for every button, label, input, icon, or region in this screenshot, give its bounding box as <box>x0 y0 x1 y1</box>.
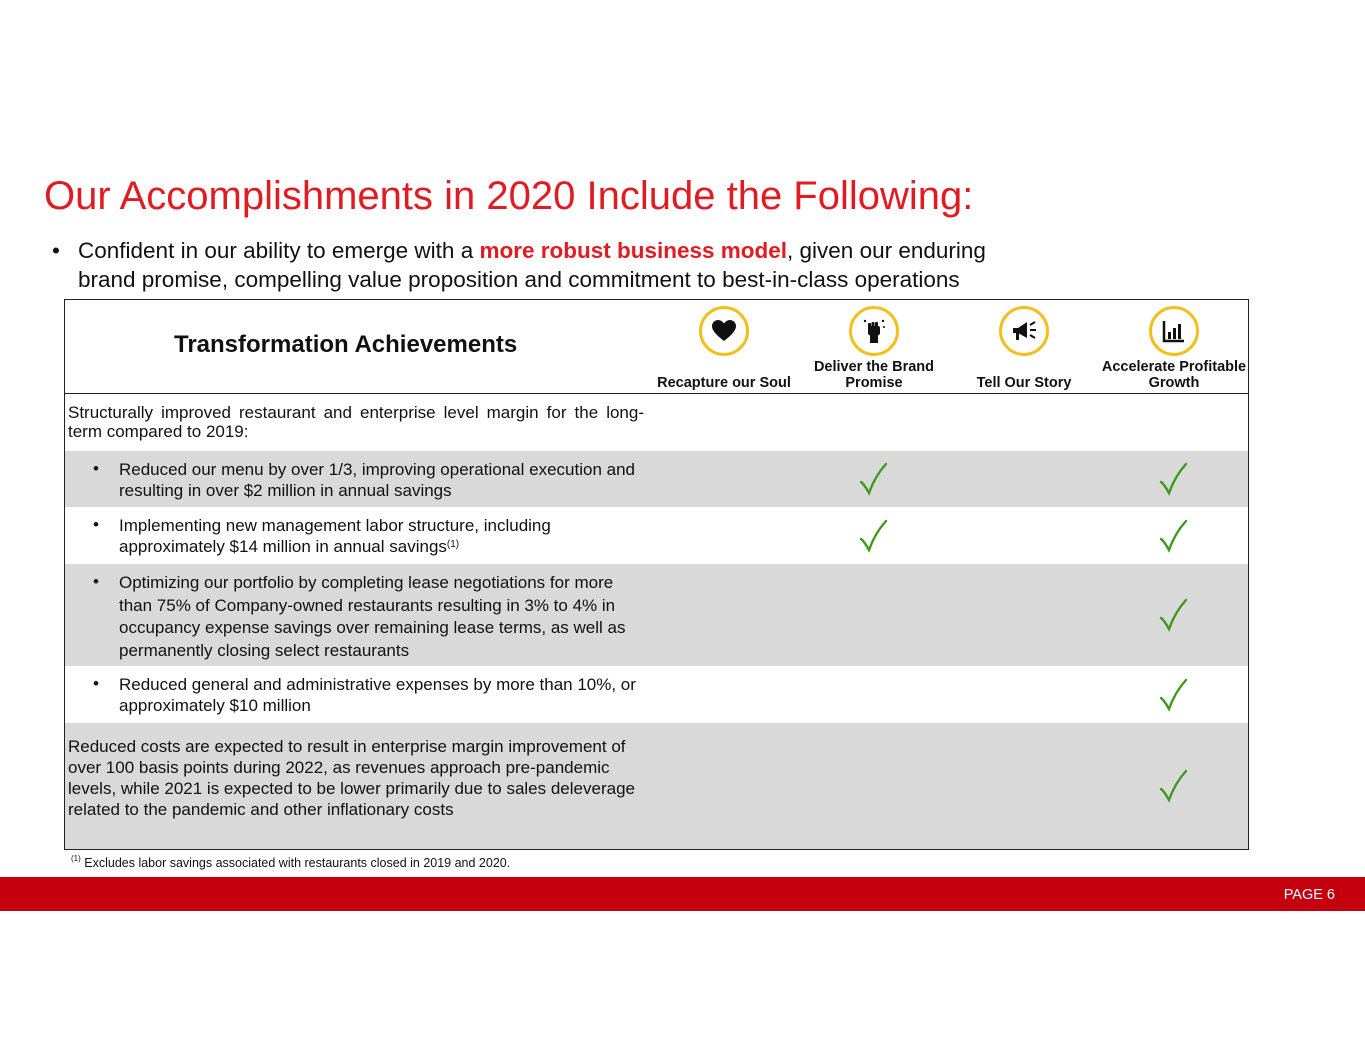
table-row <box>65 564 1248 666</box>
column-accelerate-growth <box>1099 300 1249 393</box>
bar-chart-icon <box>1149 306 1199 356</box>
table-row <box>65 451 1248 507</box>
page-number: PAGE 6 <box>1283 887 1335 903</box>
row-text <box>119 515 649 557</box>
check-mark-icon <box>1158 462 1188 496</box>
row-text-body: Implementing new management labor structure, including approximately $14 million in annual savings <box>119 516 551 556</box>
raised-fist-icon <box>849 306 899 356</box>
heart-icon <box>699 306 749 356</box>
column-label: Accelerate Profitable Growth <box>1101 359 1247 391</box>
table-row <box>65 666 1248 723</box>
bullet-dot: • <box>52 238 60 263</box>
table-row <box>65 507 1248 564</box>
intro-highlight: more robust business model <box>479 238 788 263</box>
column-label: Tell Our Story <box>976 374 1072 391</box>
column-deliver-brand-promise <box>799 300 949 393</box>
row-text: Optimizing our portfolio by completing lease negotiations for more than 75% of Company-owned restaurants resulting in 3% to 4% in occupancy expense savings over remaining lease terms, as well as permanently closing select restaurants <box>119 573 626 660</box>
footnote <box>71 856 510 870</box>
megaphone-icon <box>999 306 1049 356</box>
check-mark-icon <box>1158 769 1188 803</box>
column-tell-our-story <box>949 300 1099 393</box>
footer-bar <box>0 877 1365 911</box>
row-text: Reduced our menu by over 1/3, improving operational execution and resulting in over $2 million in annual savings <box>119 460 635 500</box>
column-label: Recapture our Soul <box>657 374 791 391</box>
column-recapture-soul <box>649 300 799 393</box>
check-mark-icon <box>1158 678 1188 712</box>
table-heading: Transformation Achievements <box>174 331 518 358</box>
bullet-dot: • <box>93 459 99 478</box>
page-title: Our Accomplishments in 2020 Include the Following: <box>44 174 974 218</box>
bullet-dot: • <box>93 515 99 534</box>
footnote-marker: (1) <box>71 854 81 863</box>
intro-text-after: , given our enduring brand promise, compelling value proposition and commitment to best-in-class operations <box>78 238 986 292</box>
table-row-closing <box>65 723 1248 849</box>
row-closing-text: Reduced costs are expected to result in enterprise margin improvement of over 100 basis points during 2022, as revenues approach pre-pandemic levels, while 2021 is expected to be lower primarily due to sales deleverage related to the pandemic and other inflationary costs <box>68 737 635 819</box>
bullet-dot: • <box>93 674 99 693</box>
table-row-intro <box>65 395 1248 451</box>
check-mark-icon <box>1158 519 1188 553</box>
bullet-dot: • <box>93 572 99 591</box>
achievements-table <box>64 299 1249 850</box>
check-mark-icon <box>858 462 888 496</box>
footnote-text: Excludes labor savings associated with restaurants closed in 2019 and 2020. <box>80 856 511 870</box>
intro-bullet <box>52 236 1032 294</box>
intro-text-before: Confident in our ability to emerge with a <box>78 238 480 263</box>
check-mark-icon <box>1158 598 1188 632</box>
footnote-marker: (1) <box>446 539 460 550</box>
column-label: Deliver the Brand Promise <box>813 359 935 391</box>
check-mark-icon <box>858 519 888 553</box>
row-intro-text: Structurally improved restaurant and enterprise level margin for the long-term compared to 2019: <box>68 403 644 441</box>
table-header <box>65 300 1248 394</box>
row-text: Reduced general and administrative expenses by more than 10%, or approximately $10 million <box>119 675 636 715</box>
intro-text <box>52 236 1032 294</box>
